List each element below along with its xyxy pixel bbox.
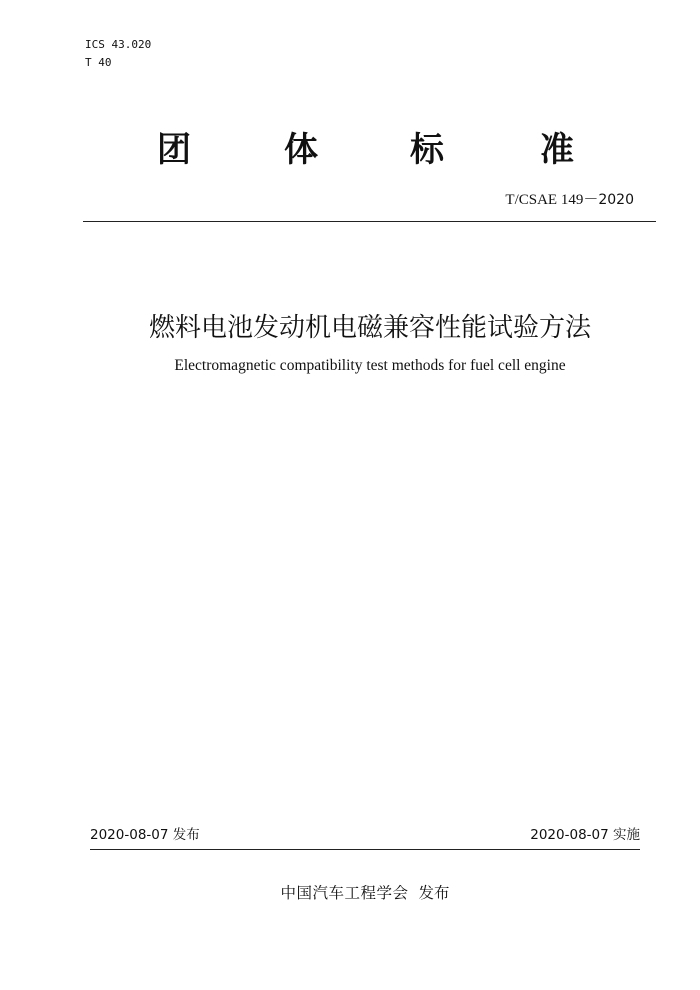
footer-divider bbox=[90, 849, 640, 850]
ccs-code: T 40 bbox=[85, 56, 112, 69]
ics-code: ICS 43.020 bbox=[85, 38, 152, 51]
standard-type-char: 团 bbox=[157, 130, 191, 170]
document-title-chinese: 燃料电池发动机电磁兼容性能试验方法 bbox=[148, 313, 591, 343]
standard-year: 2020 bbox=[598, 192, 634, 208]
standard-type-char: 标 bbox=[410, 130, 444, 170]
standard-code: T/CSAE 149 bbox=[505, 192, 584, 208]
standard-type-char: 准 bbox=[540, 130, 574, 170]
publish-date: 2020-08-07 发布 bbox=[90, 827, 200, 843]
standard-number-separator: － bbox=[583, 192, 599, 208]
issuer-organization: 中国汽车工程学会 bbox=[280, 884, 409, 902]
implement-date: 2020-08-07 实施 bbox=[530, 827, 640, 843]
classification-codes bbox=[85, 36, 151, 72]
issuer bbox=[0, 881, 700, 905]
issuer-verb: 发布 bbox=[418, 884, 450, 902]
standard-number bbox=[505, 191, 634, 209]
document-title-english: Electromagnetic compatibility test methods for fuel cell engine bbox=[174, 357, 566, 374]
header-divider bbox=[83, 221, 656, 222]
standard-type-char: 体 bbox=[284, 130, 318, 170]
standard-type-heading bbox=[0, 130, 700, 170]
